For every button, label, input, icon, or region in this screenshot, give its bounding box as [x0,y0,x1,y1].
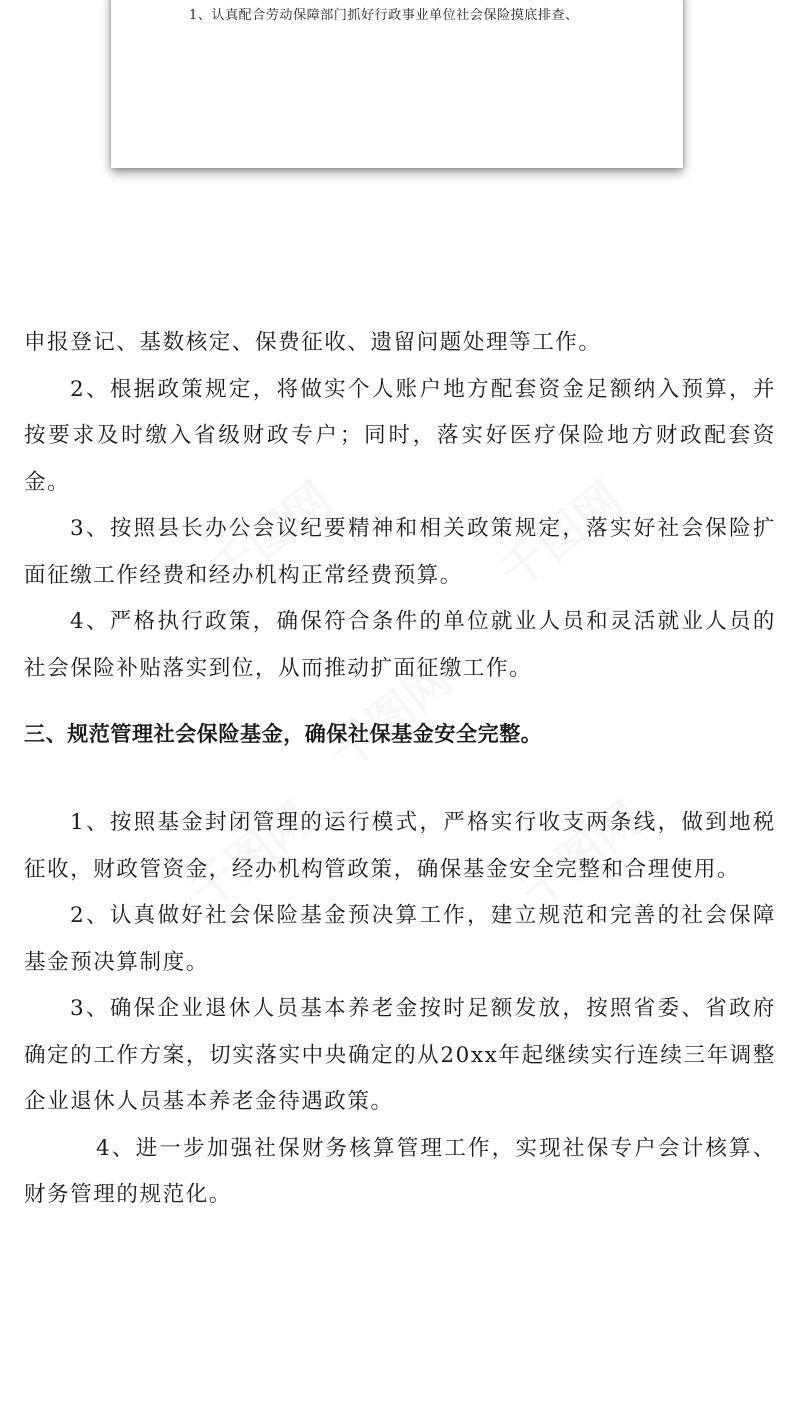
preview-card-text: 1、认真配合劳动保障部门抓好行政事业单位社会保险摸底排查、 [189,8,579,23]
section-three-item-3: 3、确保企业退休人员基本养老金按时足额发放，按照省委、省政府确定的工作方案，切实落实中央确定的从20xx年起继续实行连续三年调整企业退休人员基本养老金待遇政策。 [24,996,776,1114]
paragraph-item-4: 4、严格执行政策，确保符合条件的单位就业人员和灵活就业人员的社会保险补贴落实到位，从而推动扩面征缴工作。 [24,609,776,681]
section-three-item-2: 2、认真做好社会保险基金预决算工作，建立规范和完善的社会保障基金预决算制度。 [24,903,776,975]
document-preview-card [111,0,683,168]
paragraph-continuation: 申报登记、基数核定、保费征收、遗留问题处理等工作。 [24,330,602,355]
section-three-item-4: 4、进一步加强社保财务核算管理工作，实现社保专户会计核算、财务管理的规范化。 [24,1135,776,1207]
section-heading-three: 三、规范管理社会保险基金，确保社保基金安全完整。 [24,722,543,746]
document-body [24,320,776,1219]
paragraph-item-3: 3、按照县长办公会议纪要精神和相关政策规定，落实好社会保险扩面征缴工作经费和经办机构正常经费预算。 [24,516,776,588]
paragraph-item-2: 2、根据政策规定，将做实个人账户地方配套资金足额纳入预算，并按要求及时缴入省级财政专户；同时，落实好医疗保险地方财政配套资金。 [24,376,776,495]
section-three-item-1: 1、按照基金封闭管理的运行模式，严格实行收支两条线，做到地税征收，财政管资金，经办机构管政策，确保基金安全完整和合理使用。 [24,810,776,882]
